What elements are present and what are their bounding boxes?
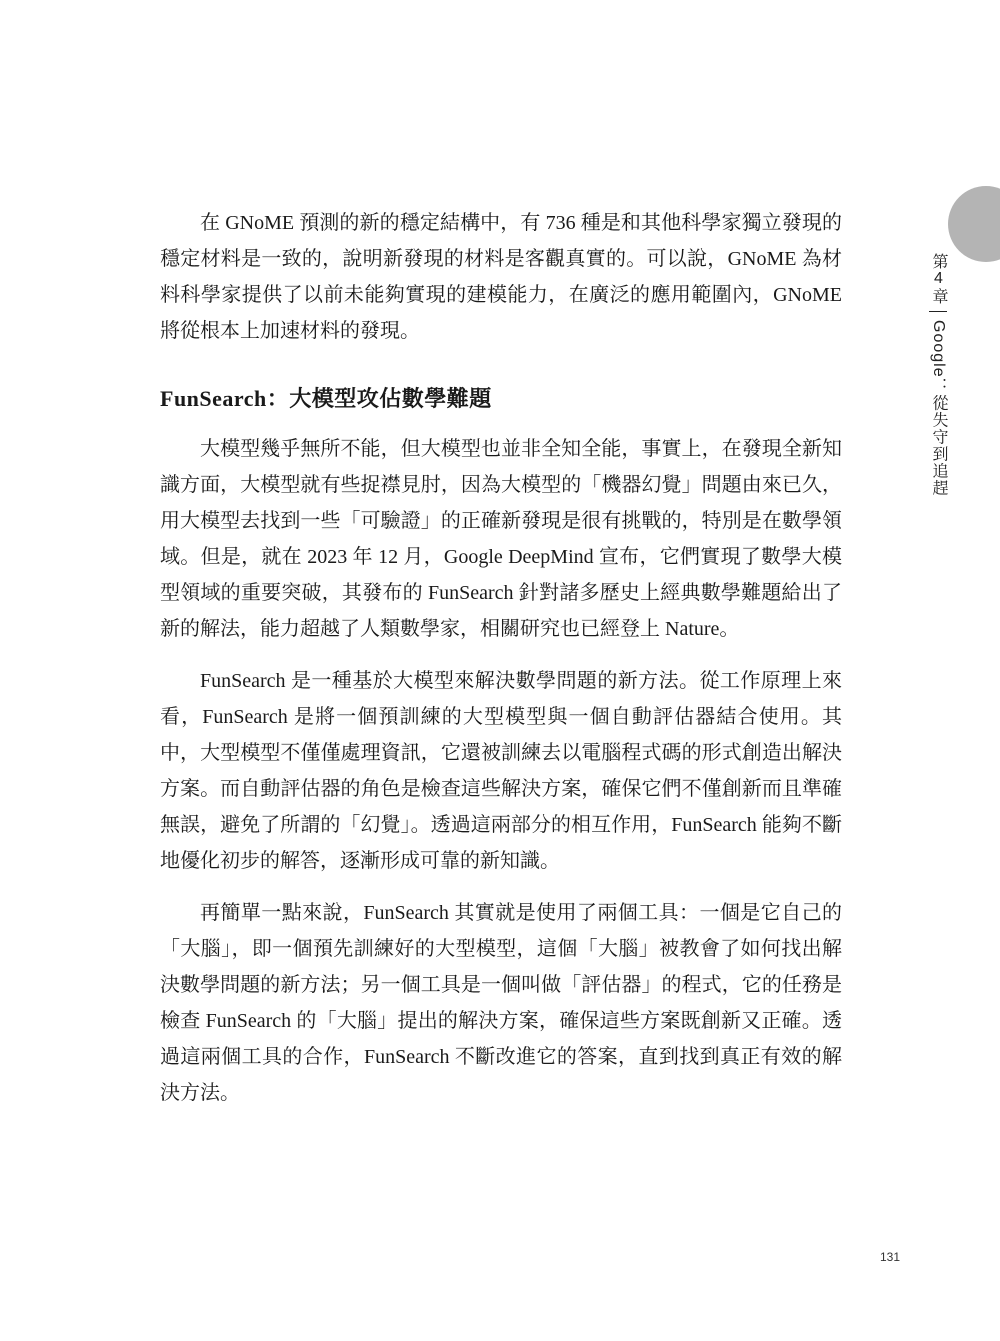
chapter-title [930,320,946,497]
running-head-divider [929,311,947,312]
chapter-label: 第4章 [930,253,947,305]
section-heading: FunSearch：大模型攻佔數學難題 [160,386,492,411]
chapter-title-latin: Google [930,320,947,378]
chapter-title-cjk: 從失守到追趕 [930,394,947,497]
chapter-thumb-tab [948,186,1000,262]
paragraph-intro: 大模型幾乎無所不能，但大模型也並非全知全能，事實上，在發現全新知識方面，大模型就有些捉襟見肘，因為大模型的「機器幻覺」問題由來已久，用大模型去找到一些「可驗證」的正確新發現是很有挑戰的，特別是在數學領域。但是，就在 2023 年 12 月，Google DeepMind 宣布，它們實現了數學大模型領域的重要突破，其發布的 FunSearch 針對諸多歷史上經典數學難題給出了新的解法，能力超越了人類數學家，相關研究也已經登上 Nature。 [160,438,842,640]
running-head [926,253,950,497]
paragraph-method: FunSearch 是一種基於大模型來解決數學問題的新方法。從工作原理上來看，FunSearch 是將一個預訓練的大型模型與一個自動評估器結合使用。其中，大型模型不僅僅處理資訊，它還被訓練去以電腦程式碼的形式創造出解決方案。而自動評估器的角色是檢查這些解決方案，確保它們不僅創新而且準確無誤，避免了所謂的「幻覺」。透過這兩部分的相互作用，FunSearch 能夠不斷地優化初步的解答，逐漸形成可靠的新知識。 [160,670,842,872]
body-text [160,205,842,1111]
page-number: 131 [879,1250,901,1264]
paragraph-gnome: 在 GNoME 預測的新的穩定結構中，有 736 種是和其他科學家獨立發現的穩定材料是一致的，說明新發現的材料是客觀真實的。可以說，GNoME 為材料科學家提供了以前未能夠實現的建模能力，在廣泛的應用範圍內，GNoME 將從根本上加速材料的發現。 [160,212,842,342]
paragraph-summary: 再簡單一點來說，FunSearch 其實就是使用了兩個工具：一個是它自己的「大腦」，即一個預先訓練好的大型模型，這個「大腦」被教會了如何找出解決數學問題的新方法；另一個工具是一個叫做「評估器」的程式，它的任務是檢查 FunSearch 的「大腦」提出的解決方案，確保這些方案既創新又正確。透過這兩個工具的合作，FunSearch 不斷改進它的答案，直到找到真正有效的解決方法。 [160,902,842,1104]
chapter-title-separator: ： [930,377,947,395]
